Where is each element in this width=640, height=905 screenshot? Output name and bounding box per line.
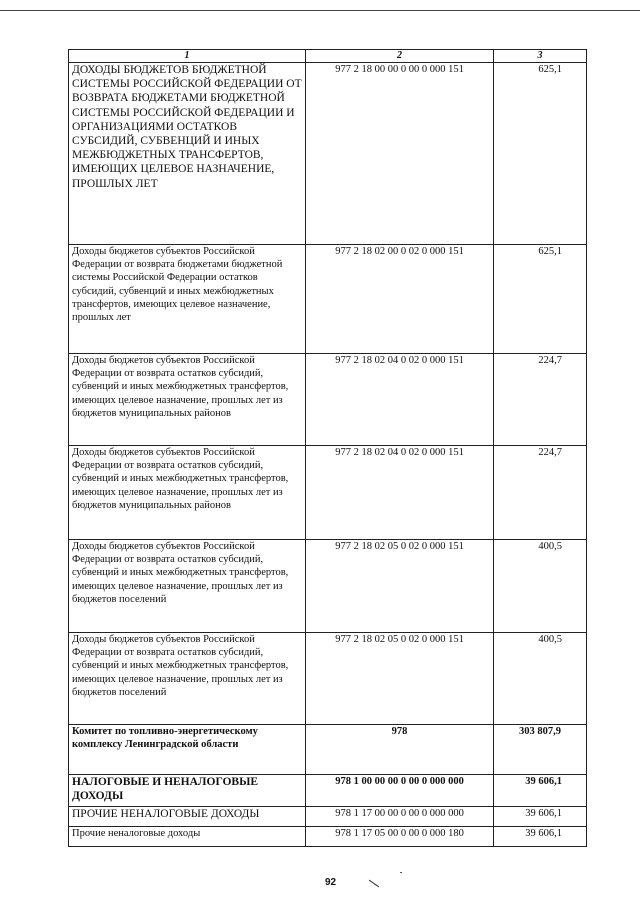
row-name: Прочие неналоговые доходы	[69, 827, 306, 847]
row-name: Комитет по топливно-энергетическому комплексу Ленинградской области	[69, 725, 306, 775]
row-amount: 400,5	[494, 540, 587, 633]
row-name: ДОХОДЫ БЮДЖЕТОВ БЮДЖЕТНОЙ СИСТЕМЫ РОССИЙСКОЙ ФЕДЕРАЦИИ ОТ ВОЗВРАТА БЮДЖЕТАМИ БЮДЖЕТНОЙ СИСТЕМЫ РОССИЙСКОЙ ФЕДЕРАЦИИ И ОРГАНИЗАЦИЯМИ ОСТАТКОВ СУБСИДИЙ, СУБВЕНЦИЙ И ИНЫХ МЕЖБЮДЖЕТНЫХ ТРАНСФЕРТОВ, ИМЕЮЩИХ ЦЕЛЕВОЕ НАЗНАЧЕНИЕ, ПРОШЛЫХ ЛЕТ	[69, 63, 306, 245]
table-row	[69, 725, 587, 775]
scan-dot	[400, 872, 402, 873]
table-row	[69, 354, 587, 446]
scan-mark	[369, 880, 379, 888]
row-name: Доходы бюджетов субъектов Российской Федерации от возврата остатков субсидий, субвенций и иных межбюджетных трансфертов, имеющих целевое назначение, прошлых лет из бюджетов муниципальных районов	[69, 446, 306, 540]
row-amount: 625,1	[494, 63, 587, 245]
row-name: Доходы бюджетов субъектов Российской Федерации от возврата остатков субсидий, субвенций и иных межбюджетных трансфертов, имеющих целевое назначение, прошлых лет из бюджетов поселений	[69, 540, 306, 633]
row-code: 978 1 17 00 00 0 00 0 000 000	[306, 807, 494, 827]
row-amount: 39 606,1	[494, 807, 587, 827]
row-name: Доходы бюджетов субъектов Российской Федерации от возврата остатков субсидий, субвенций и иных межбюджетных трансфертов, имеющих целевое назначение, прошлых лет из бюджетов муниципальных районов	[69, 354, 306, 446]
table-row	[69, 775, 587, 807]
table-row	[69, 827, 587, 847]
row-amount: 400,5	[494, 633, 587, 725]
page-number: 92	[325, 877, 337, 888]
table-row	[69, 63, 587, 245]
row-code: 978	[306, 725, 494, 775]
row-amount: 39 606,1	[494, 827, 587, 847]
row-amount: 39 606,1	[494, 775, 587, 807]
row-name: Доходы бюджетов субъектов Российской Федерации от возврата остатков субсидий, субвенций и иных межбюджетных трансфертов, имеющих целевое назначение, прошлых лет из бюджетов поселений	[69, 633, 306, 725]
row-amount: 303 807,9	[494, 725, 587, 775]
row-code: 978 1 17 05 00 0 00 0 000 180	[306, 827, 494, 847]
row-name: НАЛОГОВЫЕ И НЕНАЛОГОВЫЕ ДОХОДЫ	[69, 775, 306, 807]
row-code: 977 2 18 02 00 0 02 0 000 151	[306, 245, 494, 354]
table-row	[69, 807, 587, 827]
table-row	[69, 540, 587, 633]
header-rule	[0, 10, 640, 11]
row-code: 977 2 18 02 05 0 02 0 000 151	[306, 633, 494, 725]
budget-table	[68, 49, 587, 847]
row-amount: 224,7	[494, 446, 587, 540]
row-code: 977 2 18 00 00 0 00 0 000 151	[306, 63, 494, 245]
table-row	[69, 633, 587, 725]
row-name: ПРОЧИЕ НЕНАЛОГОВЫЕ ДОХОДЫ	[69, 807, 306, 827]
table-row	[69, 446, 587, 540]
row-code: 977 2 18 02 04 0 02 0 000 151	[306, 446, 494, 540]
row-amount: 625,1	[494, 245, 587, 354]
header-cell-2: 2	[306, 50, 494, 63]
row-name: Доходы бюджетов субъектов Российской Федерации от возврата бюджетами бюджетной системы Российской Федерации остатков субсидий, субвенций и иных межбюджетных трансфертов, имеющих целевое назначение, прошлых лет	[69, 245, 306, 354]
header-cell-1: 1	[69, 50, 306, 63]
row-code: 977 2 18 02 05 0 02 0 000 151	[306, 540, 494, 633]
row-code: 977 2 18 02 04 0 02 0 000 151	[306, 354, 494, 446]
row-amount: 224,7	[494, 354, 587, 446]
table-row	[69, 245, 587, 354]
row-code: 978 1 00 00 00 0 00 0 000 000	[306, 775, 494, 807]
header-row	[69, 50, 587, 63]
header-cell-3: 3	[494, 50, 587, 63]
